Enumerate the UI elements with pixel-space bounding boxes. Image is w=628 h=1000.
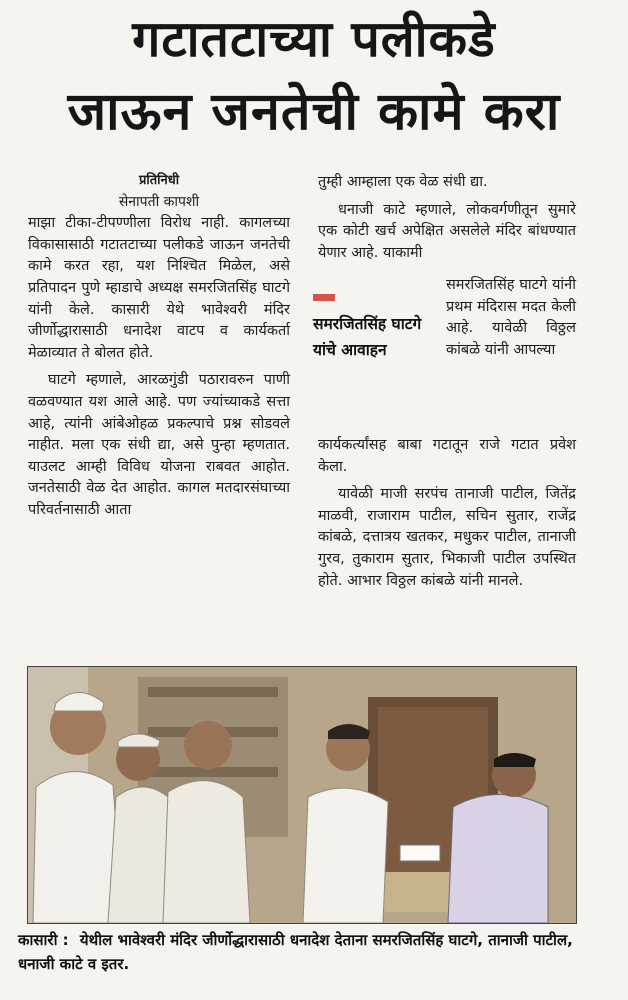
article-paragraph: कार्यकर्त्यांसह बाबा गटातून राजे गटात प्रवेश केला. (318, 437, 576, 475)
byline-place: सेनापती कापशी (118, 193, 200, 210)
caption-place: कासारी : (18, 931, 69, 949)
highlight-box (313, 292, 437, 410)
headline-line-1: गटातटाच्या पलीकडे (132, 10, 496, 68)
photo-caption (18, 928, 610, 976)
right-column-mid (446, 275, 576, 361)
right-column-top (318, 172, 576, 264)
news-photo (27, 666, 577, 924)
byline (28, 170, 290, 213)
article-paragraph: माझा टीका-टीपण्णीला विरोध नाही. कागलच्या विकासासाठी गटातटाच्या पलीकडे जाऊन जनतेची कामे करत रहा, यश निश्चित मिळेल, असे प्रतिपादन पुणे म्हाडाचे अध्यक्ष समरजितसिंह घाटगे यांनी केले. कासारी येथे भावेश्वरी मंदिर जीर्णोद्धारासाठी धनादेश वाटप व कार्यकर्ता मेळाव्यात ते बोलत होते. (28, 215, 290, 361)
byline-role: प्रतिनिधी (138, 173, 180, 188)
highlight-tag (313, 294, 335, 301)
caption-text: येथील भावेश्वरी मंदिर जीर्णोद्धारासाठी धनादेश देताना समरजितसिंह घाटगे, तानाजी पाटील, धनाजी काटे व इतर. (18, 931, 573, 973)
article-paragraph: यावेळी माजी सरपंच तानाजी पाटील, जितेंद्र माळवी, राजाराम पाटील, सचिन सुतार, राजेंद्र कांबळे, दत्तात्रय खतकर, मधुकर पाटील, तानाजी गुरव, तुकाराम सुतार, भिकाजी पाटील उपस्थित होते. आभार विठ्ठल कांबळे यांनी मानले. (318, 486, 576, 589)
article-paragraph: घाटगे म्हणाले, आरळगुंडी पठारावरुन पाणी वळवण्यात यश आले आहे. पण ज्यांच्याकडे सत्ता आहे, त्यांनी आंबेओहळ प्रकल्पाचे प्रश्न सोडवले नाहीत. मला एक संधी द्या, असे पुन्हा म्हणतात. याउलट आम्ही विविध योजना राबवत आहोत. जनतेसाठी वेळ देत आहोत. कागल मतदारसंघाच्या परिवर्तनासाठी आता (28, 372, 290, 518)
left-column (28, 170, 290, 522)
right-column-bottom (318, 435, 576, 592)
article-paragraph: धनाजी काटे म्हणाले, लोकवर्गणीतून सुमारे एक कोटी खर्च अपेक्षित असलेले मंदिर बांधण्यात येणार आहे. याकामी (318, 201, 576, 261)
headline-line-2: जाऊन जनतेची कामे करा (67, 82, 561, 142)
highlight-text: समरजितसिंह घाटगे यांचे आवाहन (313, 315, 422, 359)
article-paragraph: तुम्ही आम्हाला एक वेळ संधी द्या. (318, 174, 488, 190)
article-paragraph: समरजितसिंह घाटगे यांनी प्रथम मंदिरास मदत केली आहे. यावेळी विठ्ठल कांबळे यांनी आपल्या (446, 277, 576, 358)
